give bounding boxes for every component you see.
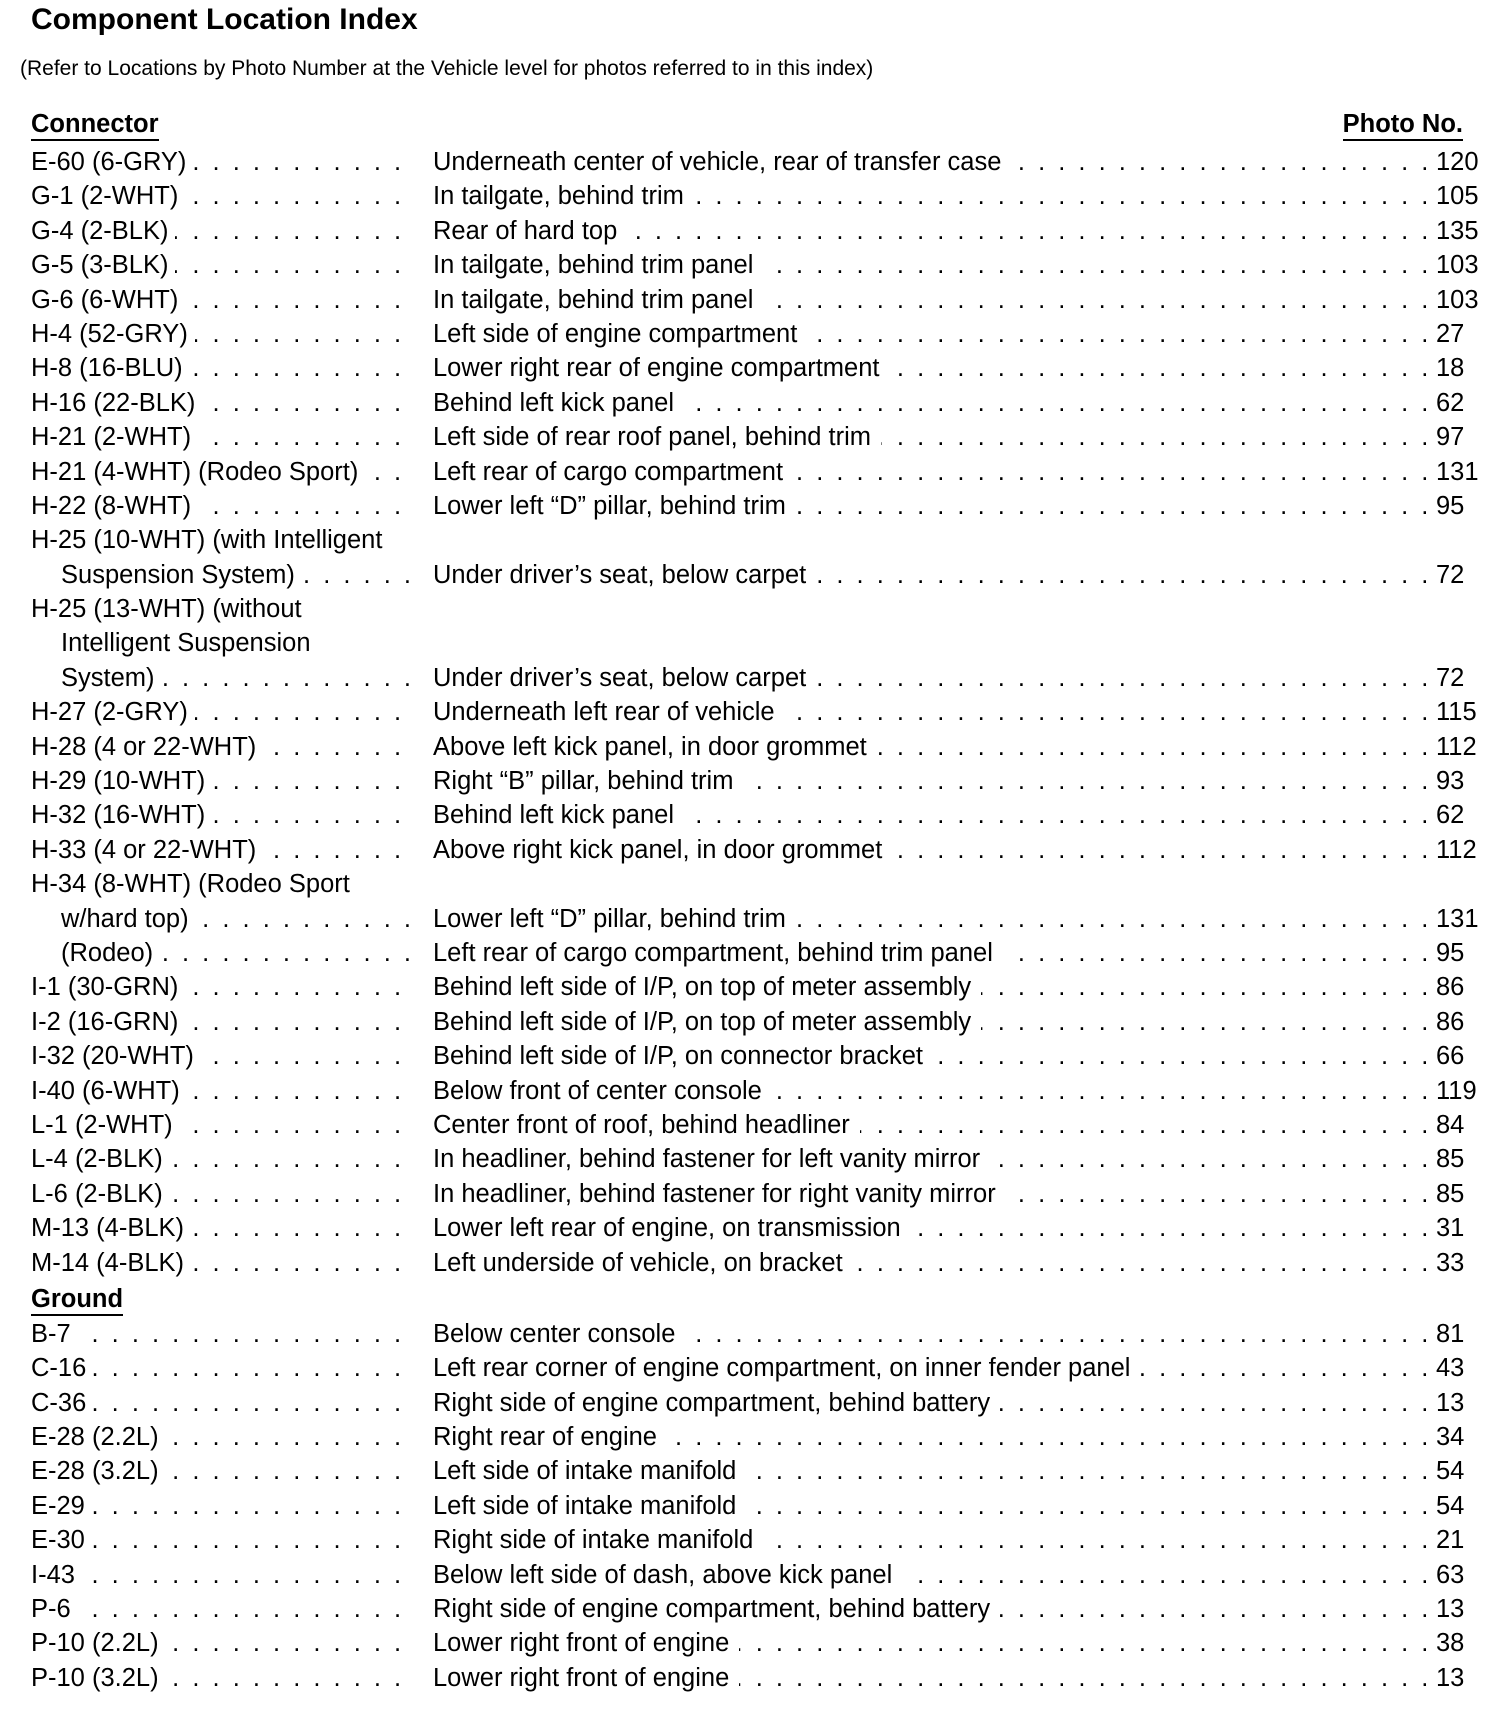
connector-label: I-32 (20-WHT) <box>31 1042 201 1070</box>
connector-label: P-10 (2.2L) <box>31 1629 166 1657</box>
connector-label: Intelligent Suspension <box>61 629 318 657</box>
location-cell <box>433 1592 1434 1626</box>
index-row <box>0 1454 1504 1488</box>
connector-cell <box>31 1005 415 1039</box>
location-text: In headliner, behind fastener for right vanity mirror <box>433 1180 1006 1208</box>
connector-cell <box>31 489 415 523</box>
index-row <box>0 283 1504 317</box>
location-text: In tailgate, behind trim <box>433 182 694 210</box>
connector-label: H-21 (2-WHT) <box>31 423 198 451</box>
location-cell <box>433 798 1434 832</box>
photo-number: 103 <box>1436 251 1479 280</box>
photo-column-header: Photo No. <box>1343 109 1463 141</box>
connector-cell <box>31 1177 415 1211</box>
location-cell <box>433 764 1434 798</box>
location-cell <box>433 1626 1434 1660</box>
connector-cell <box>31 386 415 420</box>
index-row <box>0 1523 1504 1557</box>
connector-cell <box>31 1246 415 1280</box>
location-text: Right “B” pillar, behind trim <box>433 767 743 795</box>
connector-cell <box>31 351 415 385</box>
connector-cell <box>31 833 415 867</box>
photo-number: 112 <box>1436 835 1477 864</box>
location-text: Lower right rear of engine compartment <box>433 354 889 382</box>
connector-cell <box>31 1108 415 1142</box>
photo-number: 112 <box>1436 732 1477 761</box>
location-text: In tailgate, behind trim panel <box>433 251 763 279</box>
location-text: Behind left side of I/P, on connector bracket <box>433 1042 933 1070</box>
connector-label: H-25 (10-WHT) (with Intelligent <box>31 526 389 554</box>
photo-number: 54 <box>1436 1491 1465 1520</box>
photo-number: 135 <box>1436 216 1479 245</box>
connector-label: L-1 (2-WHT) <box>31 1111 180 1139</box>
location-cell <box>433 1523 1434 1557</box>
location-text: In tailgate, behind trim panel <box>433 286 763 314</box>
ground-rows <box>0 1317 1504 1695</box>
location-cell <box>433 1039 1434 1073</box>
photo-number: 33 <box>1436 1248 1465 1277</box>
location-cell <box>433 1386 1434 1420</box>
location-text: Left rear of cargo compartment <box>433 458 793 486</box>
connector-label: L-4 (2-BLK) <box>31 1145 170 1173</box>
connector-label: B-7 <box>31 1320 78 1348</box>
location-cell <box>433 833 1434 867</box>
photo-number: 63 <box>1436 1560 1465 1589</box>
index-row <box>0 1108 1504 1142</box>
location-text: Lower left “D” pillar, behind trim <box>433 905 796 933</box>
location-cell <box>433 420 1434 454</box>
index-row <box>0 661 1504 695</box>
index-row <box>0 1317 1504 1351</box>
connector-cell <box>31 1420 415 1454</box>
index-row <box>0 867 1504 901</box>
connector-cell <box>61 558 415 592</box>
location-text: Behind left kick panel <box>433 389 684 417</box>
location-text: Center front of roof, behind headliner <box>433 1111 860 1139</box>
location-cell <box>433 695 1434 729</box>
photo-number: 38 <box>1436 1629 1465 1658</box>
photo-number: 85 <box>1436 1145 1465 1174</box>
connector-label: H-27 (2-GRY) <box>31 698 195 726</box>
index-row <box>0 386 1504 420</box>
index-row <box>0 248 1504 282</box>
photo-number: 115 <box>1436 698 1477 727</box>
index-row <box>0 833 1504 867</box>
photo-number: 62 <box>1436 388 1465 417</box>
location-text: Left rear of cargo compartment, behind trim panel <box>433 939 1003 967</box>
connector-label: Suspension System) <box>61 561 302 589</box>
connector-cell <box>31 1489 415 1523</box>
page-subtitle: (Refer to Locations by Photo Number at the Vehicle level for photos referred to in this index) <box>20 57 874 80</box>
location-text: Below left side of dash, above kick panel <box>433 1561 902 1589</box>
photo-number: 27 <box>1436 319 1465 348</box>
connector-label: H-8 (16-BLU) <box>31 354 190 382</box>
location-cell <box>433 283 1434 317</box>
location-cell <box>433 1074 1434 1108</box>
location-text: Above left kick panel, in door grommet <box>433 733 877 761</box>
location-text: Underneath center of vehicle, rear of transfer case <box>433 148 1011 176</box>
connector-cell <box>31 420 415 454</box>
dot-leader <box>31 1317 411 1351</box>
location-text: Left side of intake manifold <box>433 1457 746 1485</box>
photo-number: 119 <box>1436 1076 1477 1105</box>
connector-label: C-16 <box>31 1354 93 1382</box>
index-row <box>0 1039 1504 1073</box>
index-row <box>0 351 1504 385</box>
index-row <box>0 1420 1504 1454</box>
location-text: Below front of center console <box>433 1077 772 1105</box>
connector-rows <box>0 145 1504 1280</box>
page-title: Component Location Index <box>31 3 418 36</box>
photo-number: 93 <box>1436 767 1465 796</box>
ground-section-header <box>0 1280 1504 1317</box>
location-cell <box>433 248 1434 282</box>
location-cell <box>433 1142 1434 1176</box>
connector-label: I-43 <box>31 1561 82 1589</box>
location-text: Above right kick panel, in door grommet <box>433 836 892 864</box>
photo-number: 103 <box>1436 285 1479 314</box>
connector-cell <box>31 764 415 798</box>
photo-number: 34 <box>1436 1423 1465 1452</box>
connector-cell <box>31 179 415 213</box>
connector-cell <box>31 1351 415 1385</box>
location-cell <box>433 145 1434 179</box>
connector-cell <box>31 1039 415 1073</box>
photo-number: 21 <box>1436 1526 1465 1555</box>
location-text: Below center console <box>433 1320 685 1348</box>
index-row <box>0 1558 1504 1592</box>
photo-number: 95 <box>1436 491 1465 520</box>
photo-number: 105 <box>1436 182 1479 211</box>
location-cell <box>433 1108 1434 1142</box>
connector-cell <box>31 1074 415 1108</box>
connector-label: E-29 <box>31 1492 92 1520</box>
photo-number: 54 <box>1436 1457 1465 1486</box>
connector-label: H-28 (4 or 22-WHT) <box>31 733 263 761</box>
location-text: Lower left “D” pillar, behind trim <box>433 492 796 520</box>
connector-cell <box>61 626 415 660</box>
location-text: Left side of engine compartment <box>433 320 807 348</box>
ground-heading: Ground <box>31 1284 123 1316</box>
connector-cell <box>31 1523 415 1557</box>
connector-cell <box>31 283 415 317</box>
connector-label: (Rodeo) <box>61 939 160 967</box>
location-cell <box>433 179 1434 213</box>
photo-number: 84 <box>1436 1110 1465 1139</box>
connector-cell <box>31 1558 415 1592</box>
location-text: Left rear corner of engine compartment, on inner fender panel <box>433 1354 1140 1382</box>
location-cell <box>433 351 1434 385</box>
location-cell <box>433 1454 1434 1488</box>
index-row <box>0 1142 1504 1176</box>
location-cell <box>433 1558 1434 1592</box>
location-cell <box>433 1317 1434 1351</box>
index-row <box>0 1489 1504 1523</box>
index-row <box>0 1386 1504 1420</box>
connector-cell <box>31 970 415 1004</box>
location-text: In headliner, behind fastener for left vanity mirror <box>433 1145 990 1173</box>
index-row <box>0 214 1504 248</box>
connector-label: G-4 (2-BLK) <box>31 217 175 245</box>
connector-cell <box>31 798 415 832</box>
connector-cell <box>61 902 415 936</box>
connector-cell <box>31 1211 415 1245</box>
index-row <box>0 1177 1504 1211</box>
location-cell <box>433 489 1434 523</box>
photo-number: 86 <box>1436 1007 1465 1036</box>
connector-label: H-25 (13-WHT) (without <box>31 595 309 623</box>
connector-label: I-40 (6-WHT) <box>31 1077 187 1105</box>
photo-number: 43 <box>1436 1354 1465 1383</box>
connector-cell <box>31 248 415 282</box>
dot-leader <box>31 1558 411 1592</box>
index-row <box>0 1626 1504 1660</box>
connector-label: I-1 (30-GRN) <box>31 973 185 1001</box>
connector-label: H-16 (22-BLK) <box>31 389 202 417</box>
connector-cell <box>31 1386 415 1420</box>
location-text: Right side of engine compartment, behind battery <box>433 1595 1000 1623</box>
connector-label: H-22 (8-WHT) <box>31 492 198 520</box>
connector-label: H-4 (52-GRY) <box>31 320 195 348</box>
connector-label: H-32 (16-WHT) <box>31 801 212 829</box>
location-text: Lower right front of engine <box>433 1664 739 1692</box>
index-row <box>0 1661 1504 1695</box>
location-cell <box>433 1351 1434 1385</box>
connector-label: G-6 (6-WHT) <box>31 286 185 314</box>
index-row <box>0 455 1504 489</box>
connector-label: H-34 (8-WHT) (Rodeo Sport <box>31 870 357 898</box>
photo-number: 95 <box>1436 938 1465 967</box>
index-row <box>0 730 1504 764</box>
index-row <box>0 902 1504 936</box>
photo-number: 81 <box>1436 1319 1465 1348</box>
index-row <box>0 592 1504 626</box>
connector-label: P-6 <box>31 1595 78 1623</box>
connector-label: G-5 (3-BLK) <box>31 251 175 279</box>
index-row <box>0 1005 1504 1039</box>
photo-number: 131 <box>1436 457 1479 486</box>
connector-cell <box>31 1317 415 1351</box>
location-cell <box>433 902 1434 936</box>
connector-label: E-28 (2.2L) <box>31 1423 166 1451</box>
photo-number: 18 <box>1436 354 1465 383</box>
index-row <box>0 145 1504 179</box>
location-text: Underneath left rear of vehicle <box>433 698 785 726</box>
location-cell <box>433 317 1434 351</box>
connector-label: I-2 (16-GRN) <box>31 1008 185 1036</box>
location-text: Right rear of engine <box>433 1423 667 1451</box>
connector-cell <box>31 1142 415 1176</box>
location-cell <box>433 1489 1434 1523</box>
photo-number: 85 <box>1436 1179 1465 1208</box>
connector-cell <box>31 145 415 179</box>
location-cell <box>433 1177 1434 1211</box>
connector-label: E-30 <box>31 1526 92 1554</box>
location-text: Behind left side of I/P, on top of meter assembly <box>433 973 981 1001</box>
photo-number: 13 <box>1436 1595 1465 1624</box>
connector-cell <box>31 214 415 248</box>
location-cell <box>433 386 1434 420</box>
location-text: Lower left rear of engine, on transmission <box>433 1214 911 1242</box>
index-row <box>0 317 1504 351</box>
connector-cell <box>31 592 415 626</box>
location-text: Left underside of vehicle, on bracket <box>433 1249 853 1277</box>
index-row <box>0 179 1504 213</box>
connector-label: C-36 <box>31 1389 93 1417</box>
photo-number: 120 <box>1436 148 1479 176</box>
location-cell <box>433 1246 1434 1280</box>
photo-number: 131 <box>1436 904 1479 933</box>
index-row <box>0 970 1504 1004</box>
location-cell <box>433 455 1434 489</box>
photo-number: 13 <box>1436 1388 1465 1417</box>
connector-label: M-13 (4-BLK) <box>31 1214 191 1242</box>
location-text: Rear of hard top <box>433 217 627 245</box>
connector-cell <box>31 523 415 557</box>
location-cell <box>433 970 1434 1004</box>
connector-label: System) <box>61 664 162 692</box>
connector-cell <box>31 317 415 351</box>
index-row <box>0 764 1504 798</box>
location-text: Under driver’s seat, below carpet <box>433 664 816 692</box>
photo-number: 72 <box>1436 560 1465 589</box>
location-text: Behind left side of I/P, on top of meter assembly <box>433 1008 981 1036</box>
location-cell <box>433 936 1434 970</box>
location-cell <box>433 730 1434 764</box>
connector-cell <box>61 936 415 970</box>
connector-label: H-29 (10-WHT) <box>31 767 212 795</box>
connector-label: P-10 (3.2L) <box>31 1664 166 1692</box>
location-cell <box>433 1661 1434 1695</box>
dot-leader <box>31 1592 411 1626</box>
index-row <box>0 936 1504 970</box>
location-cell <box>433 1005 1434 1039</box>
index-row <box>0 1074 1504 1108</box>
connector-label: M-14 (4-BLK) <box>31 1249 191 1277</box>
connector-cell <box>31 1626 415 1660</box>
index-row <box>0 1351 1504 1385</box>
location-cell <box>433 1420 1434 1454</box>
connector-label: E-60 (6-GRY) <box>31 148 193 176</box>
index-list <box>0 109 1504 1695</box>
photo-number: 86 <box>1436 973 1465 1002</box>
location-text: Lower right front of engine <box>433 1629 739 1657</box>
photo-number: 13 <box>1436 1663 1465 1692</box>
index-row <box>0 1592 1504 1626</box>
index-row <box>0 558 1504 592</box>
index-row <box>0 420 1504 454</box>
location-text: Left side of intake manifold <box>433 1492 746 1520</box>
connector-cell <box>31 1454 415 1488</box>
connector-cell <box>31 1592 415 1626</box>
column-header-row <box>0 109 1504 145</box>
connector-label: w/hard top) <box>61 905 196 933</box>
location-cell <box>433 558 1434 592</box>
connector-label: L-6 (2-BLK) <box>31 1180 170 1208</box>
location-cell <box>433 1211 1434 1245</box>
index-row <box>0 1246 1504 1280</box>
index-row <box>0 523 1504 557</box>
location-text: Right side of engine compartment, behind battery <box>433 1389 1000 1417</box>
photo-number: 97 <box>1436 423 1465 452</box>
connector-label: G-1 (2-WHT) <box>31 182 185 210</box>
location-text: Right side of intake manifold <box>433 1526 763 1554</box>
connector-column-header: Connector <box>31 109 159 141</box>
connector-label: H-33 (4 or 22-WHT) <box>31 836 263 864</box>
location-cell <box>433 214 1434 248</box>
connector-label: H-21 (4-WHT) (Rodeo Sport) <box>31 458 365 486</box>
connector-cell <box>31 867 415 901</box>
photo-number: 31 <box>1436 1214 1465 1243</box>
index-row <box>0 695 1504 729</box>
photo-number: 72 <box>1436 663 1465 692</box>
connector-cell <box>31 1661 415 1695</box>
index-row <box>0 798 1504 832</box>
connector-cell <box>61 661 415 695</box>
connector-cell <box>31 730 415 764</box>
location-cell <box>433 661 1434 695</box>
photo-number: 66 <box>1436 1042 1465 1071</box>
location-text: Under driver’s seat, below carpet <box>433 561 816 589</box>
photo-number: 62 <box>1436 801 1465 830</box>
connector-label: E-28 (3.2L) <box>31 1457 166 1485</box>
connector-cell <box>31 455 415 489</box>
location-text: Behind left kick panel <box>433 801 684 829</box>
index-row <box>0 626 1504 660</box>
index-row <box>0 1211 1504 1245</box>
index-row <box>0 489 1504 523</box>
connector-cell <box>31 695 415 729</box>
location-text: Left side of rear roof panel, behind trim <box>433 423 881 451</box>
